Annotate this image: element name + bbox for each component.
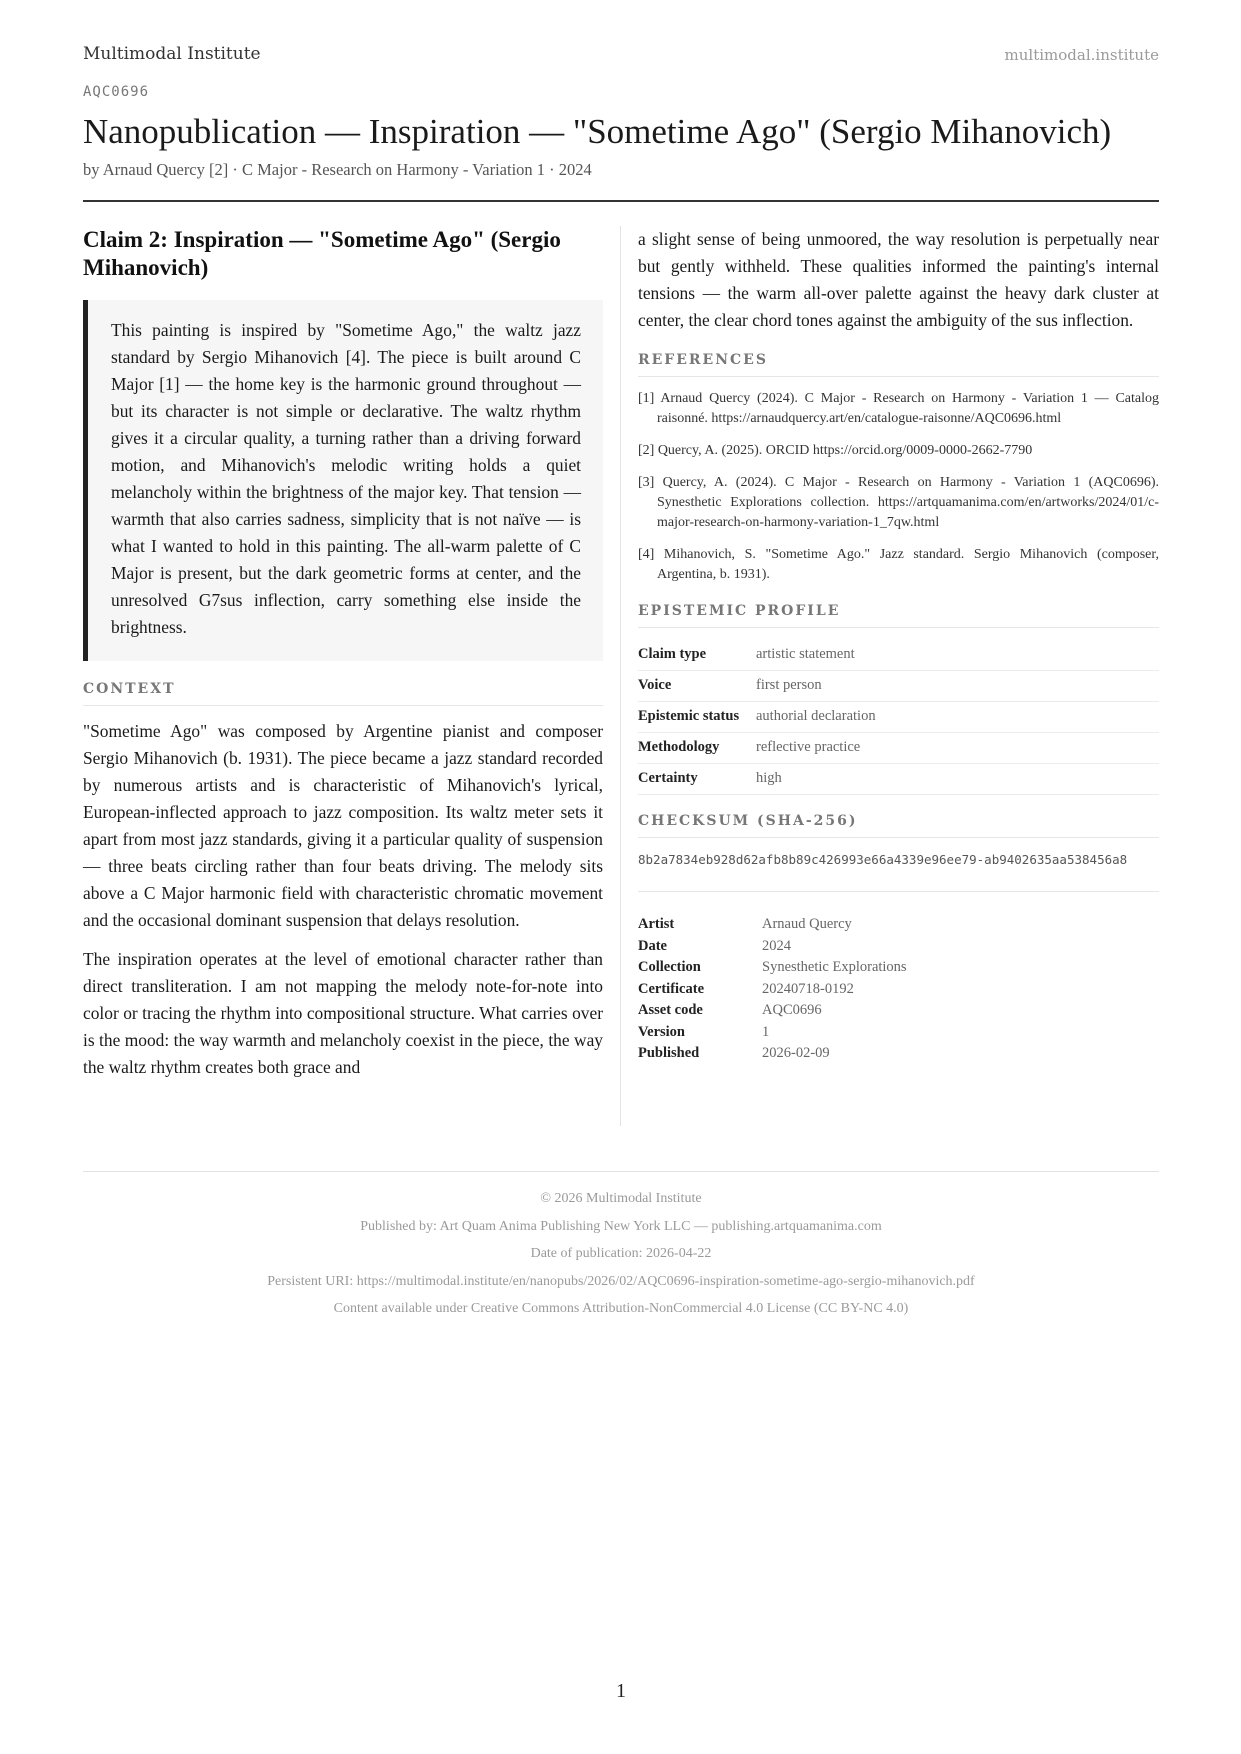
table-row	[638, 914, 907, 936]
table-row	[638, 979, 907, 1001]
metadata-value: 1	[762, 1023, 770, 1040]
metadata-key: Date	[638, 937, 667, 954]
page-footer	[83, 1171, 1159, 1328]
asset-code-label: AQC0696	[83, 84, 150, 100]
page-number: 1	[616, 1680, 626, 1702]
brand-name: Multimodal Institute	[83, 44, 261, 64]
table-row	[638, 764, 1159, 795]
reference-item: [4] Mihanovich, S. "Sometime Ago." Jazz standard. Sergio Mihanovich (composer, Argentina, b. 1931).	[638, 547, 1159, 582]
metadata-key: Certificate	[638, 980, 705, 997]
profile-key: Epistemic status	[638, 702, 756, 733]
table-row	[638, 671, 1159, 702]
metadata-key: Published	[638, 1045, 700, 1061]
table-row	[638, 936, 907, 958]
metadata-value: Synesthetic Explorations	[762, 959, 907, 975]
context-paragraph-2-continued: a slight sense of being unmoored, the way resolution is perpetually near but gently withheld. These qualities informed the painting's internal tensions — the warm all-over palette against the heavy dark cluster at center, the clear chord tones against the ambiguity of the sus inflection.	[638, 229, 1159, 330]
top-bar	[83, 44, 1159, 68]
references-list	[638, 389, 1159, 585]
footer-persistent-uri[interactable]: Persistent URI: https://multimodal.institute/en/nanopubs/2026/02/AQC0696-inspiration-sometime-ago-sergio-mihanovich.pdf	[267, 1273, 975, 1289]
epistemic-profile-table	[638, 640, 1159, 795]
table-row	[638, 702, 1159, 733]
profile-key: Methodology	[638, 733, 756, 764]
checksum-value: 8b2a7834eb928d62afb8b89c426993e66a4339e96ee79-ab9402635aa538456a8	[638, 850, 1159, 892]
context-paragraph-2: The inspiration operates at the level of emotional character rather than direct transliteration. I am not mapping the melody note-for-note into color or tracing the rhythm into compositional structure. What carries over is the mood: the way warmth and melancholy coexist in the piece, the way the waltz rhythm creates both grace and	[83, 949, 603, 1077]
profile-value: first person	[756, 671, 1159, 702]
left-column	[83, 226, 603, 1093]
profile-value: reflective practice	[756, 733, 1159, 764]
metadata-value: Arnaud Quercy	[762, 916, 852, 932]
claim-quote: This painting is inspired by "Sometime Ago," the waltz jazz standard by Sergio Mihanovich [4]. The piece is built around C Major [1] — the home key is the harmonic ground throughout — but its character is not simple or declarative. The waltz rhythm gives it a circular quality, a turning rather than a driving forward motion, and Mihanovich's melodic writing holds a quiet melancholy within the brightness of the major key. That tension — warmth that also carries sadness, simplicity that is not naïve — is what I wanted to hold in this painting. The all-warm palette of C Major is present, but the dark geometric forms at center, and the unresolved G7sus inflection, carry something else inside the brightness.	[83, 300, 603, 661]
metadata-key: Asset code	[638, 1002, 703, 1018]
metadata-key: Collection	[638, 959, 701, 975]
footer-copyright: © 2026 Multimodal Institute	[540, 1191, 702, 1206]
references-heading: REFERENCES	[638, 352, 1159, 377]
column-divider	[620, 226, 621, 1126]
context-heading: CONTEXT	[83, 681, 603, 706]
metadata-value: 2024	[762, 937, 791, 954]
epistemic-profile-heading: EPISTEMIC PROFILE	[638, 603, 1159, 628]
metadata-value: AQC0696	[762, 1002, 822, 1018]
byline: by Arnaud Quercy [2] · C Major - Research on Harmony - Variation 1 · 2024	[83, 160, 592, 179]
metadata-table	[638, 914, 907, 1065]
profile-key: Voice	[638, 671, 756, 702]
header-divider	[83, 200, 1159, 202]
metadata-value: 2026-02-09	[762, 1045, 830, 1061]
footer-publisher[interactable]: Published by: Art Quam Anima Publishing New York LLC — publishing.artquamanima.com	[360, 1218, 882, 1234]
footer-license: Content available under Creative Commons Attribution-NonCommercial 4.0 License (CC BY-NC 4.0)	[333, 1301, 909, 1316]
metadata-key: Artist	[638, 916, 675, 932]
table-row	[638, 733, 1159, 764]
metadata-key: Version	[638, 1023, 685, 1040]
profile-key: Claim type	[638, 640, 756, 671]
context-paragraph-1: "Sometime Ago" was composed by Argentine pianist and composer Sergio Mihanovich (b. 1931). The piece became a jazz standard recorded by numerous artists and is characteristic of Mihanovich's lyrical, European-inflected approach to jazz composition. Its waltz meter sets it apart from most jazz standards, giving it a particular quality of suspension — three beats circling rather than four beats driving. The melody sits above a C Major harmonic field with characteristic chromatic movement and the occasional dominant suspension that delays resolution.	[83, 721, 603, 930]
site-domain-link[interactable]: multimodal.institute	[1004, 46, 1159, 64]
table-row	[638, 957, 907, 979]
reference-item[interactable]: [2] Quercy, A. (2025). ORCID https://orcid.org/0009-0000-2662-7790	[638, 443, 1033, 458]
reference-item[interactable]: [1] Arnaud Quercy (2024). C Major - Research on Harmony - Variation 1 — Catalog raisonné. https://arnaudquercy.art/en/catalogue-raisonne/AQC0696.html	[638, 391, 1159, 426]
page-title: Nanopublication — Inspiration — "Sometime Ago" (Sergio Mihanovich)	[83, 112, 1112, 151]
table-row	[638, 640, 1159, 671]
table-row	[638, 1000, 907, 1022]
table-row	[638, 1022, 907, 1044]
table-row	[638, 1043, 907, 1065]
checksum-heading: CHECKSUM (SHA-256)	[638, 813, 1159, 838]
right-column	[638, 226, 1159, 1065]
footer-publication-date: Date of publication: 2026-04-22	[530, 1246, 712, 1261]
profile-value: high	[756, 764, 1159, 795]
claim-title: Claim 2: Inspiration — "Sometime Ago" (Sergio Mihanovich)	[83, 227, 561, 280]
reference-item[interactable]: [3] Quercy, A. (2024). C Major - Research on Harmony - Variation 1 (AQC0696). Synesthetic Explorations collection. https://artquamanima.com/en/artworks/2024/01/c-major-research-on-harmony-variation-1_7qw.html	[638, 475, 1159, 530]
profile-value: authorial declaration	[756, 702, 1159, 733]
metadata-value: 20240718-0192	[762, 980, 854, 997]
profile-value: artistic statement	[756, 640, 1159, 671]
profile-key: Certainty	[638, 764, 756, 795]
